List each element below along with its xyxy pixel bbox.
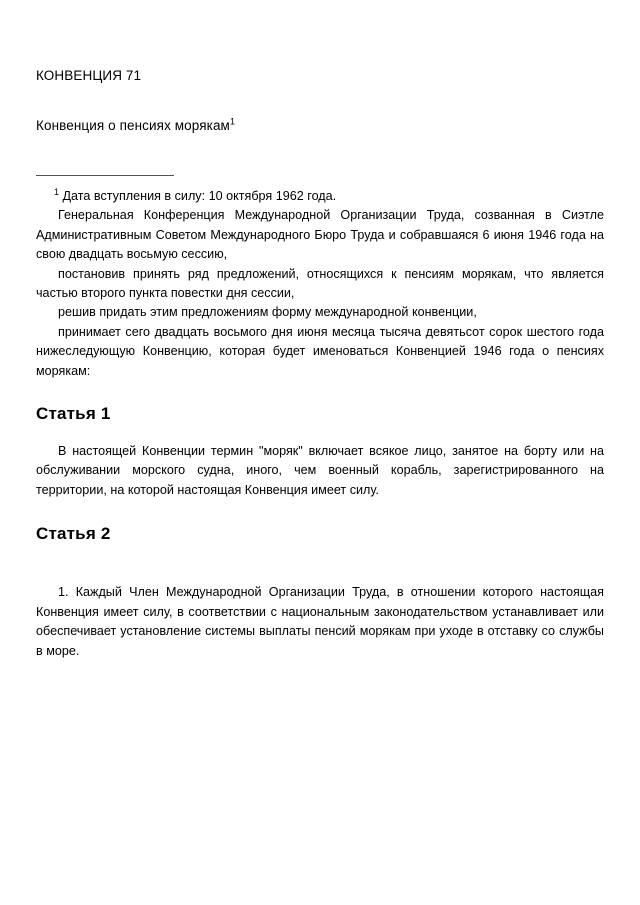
article-2-heading: Статья 2 xyxy=(36,524,111,544)
footnote-marker: 1 xyxy=(54,186,60,197)
document-subtitle xyxy=(36,85,604,135)
preamble-paragraph-1: Генеральная Конференция Международной Организации Труда, созванная в Сиэтле Административным Советом Международного Бюро Труда и собравшаяся 6 июня 1946 года на свою двадцать восьмую сессию, xyxy=(36,208,604,262)
footnote-text: Дата вступления в силу: 10 октября 1962 года. xyxy=(62,189,337,203)
preamble-paragraph-4: принимает сего двадцать восьмого дня июня месяца тысяча девятьсот сорок шестого года нижеследующую Конвенцию, которая будет именоваться Конвенцией 1946 года о пенсиях морякам: xyxy=(36,324,604,378)
footnote-entry xyxy=(36,176,604,206)
preamble-paragraph-3: решив придать этим предложениям форму международной конвенции, xyxy=(58,305,477,320)
article-1-body: В настоящей Конвенции термин "моряк" включает всякое лицо, занятое на борту или на обслуживании морского судна, иного, чем военный корабль, зарегистрированного на территории, на которой настоящая Конвенция имеет силу. xyxy=(36,444,604,497)
article-2-body: 1. Каждый Член Международной Организации Труда, в отношении которого настоящая Конвенция имеет силу, в соответствии с национальным законодательством устанавливает или обеспечивает установление системы выплаты пенсий морякам при уходе в отставку со службы в море. xyxy=(36,585,604,658)
article-1-heading: Статья 1 xyxy=(36,404,111,424)
preamble-paragraph-2: постановив принять ряд предложений, относящихся к пенсиям морякам, что является частью второго пункта повестки дня сессии, xyxy=(36,266,604,301)
document-content xyxy=(36,0,604,661)
document-subtitle-text: Конвенция о пенсиях морякам xyxy=(36,118,230,133)
document-title: КОНВЕНЦИЯ 71 xyxy=(36,68,142,83)
subtitle-footnote-marker: 1 xyxy=(229,116,236,127)
